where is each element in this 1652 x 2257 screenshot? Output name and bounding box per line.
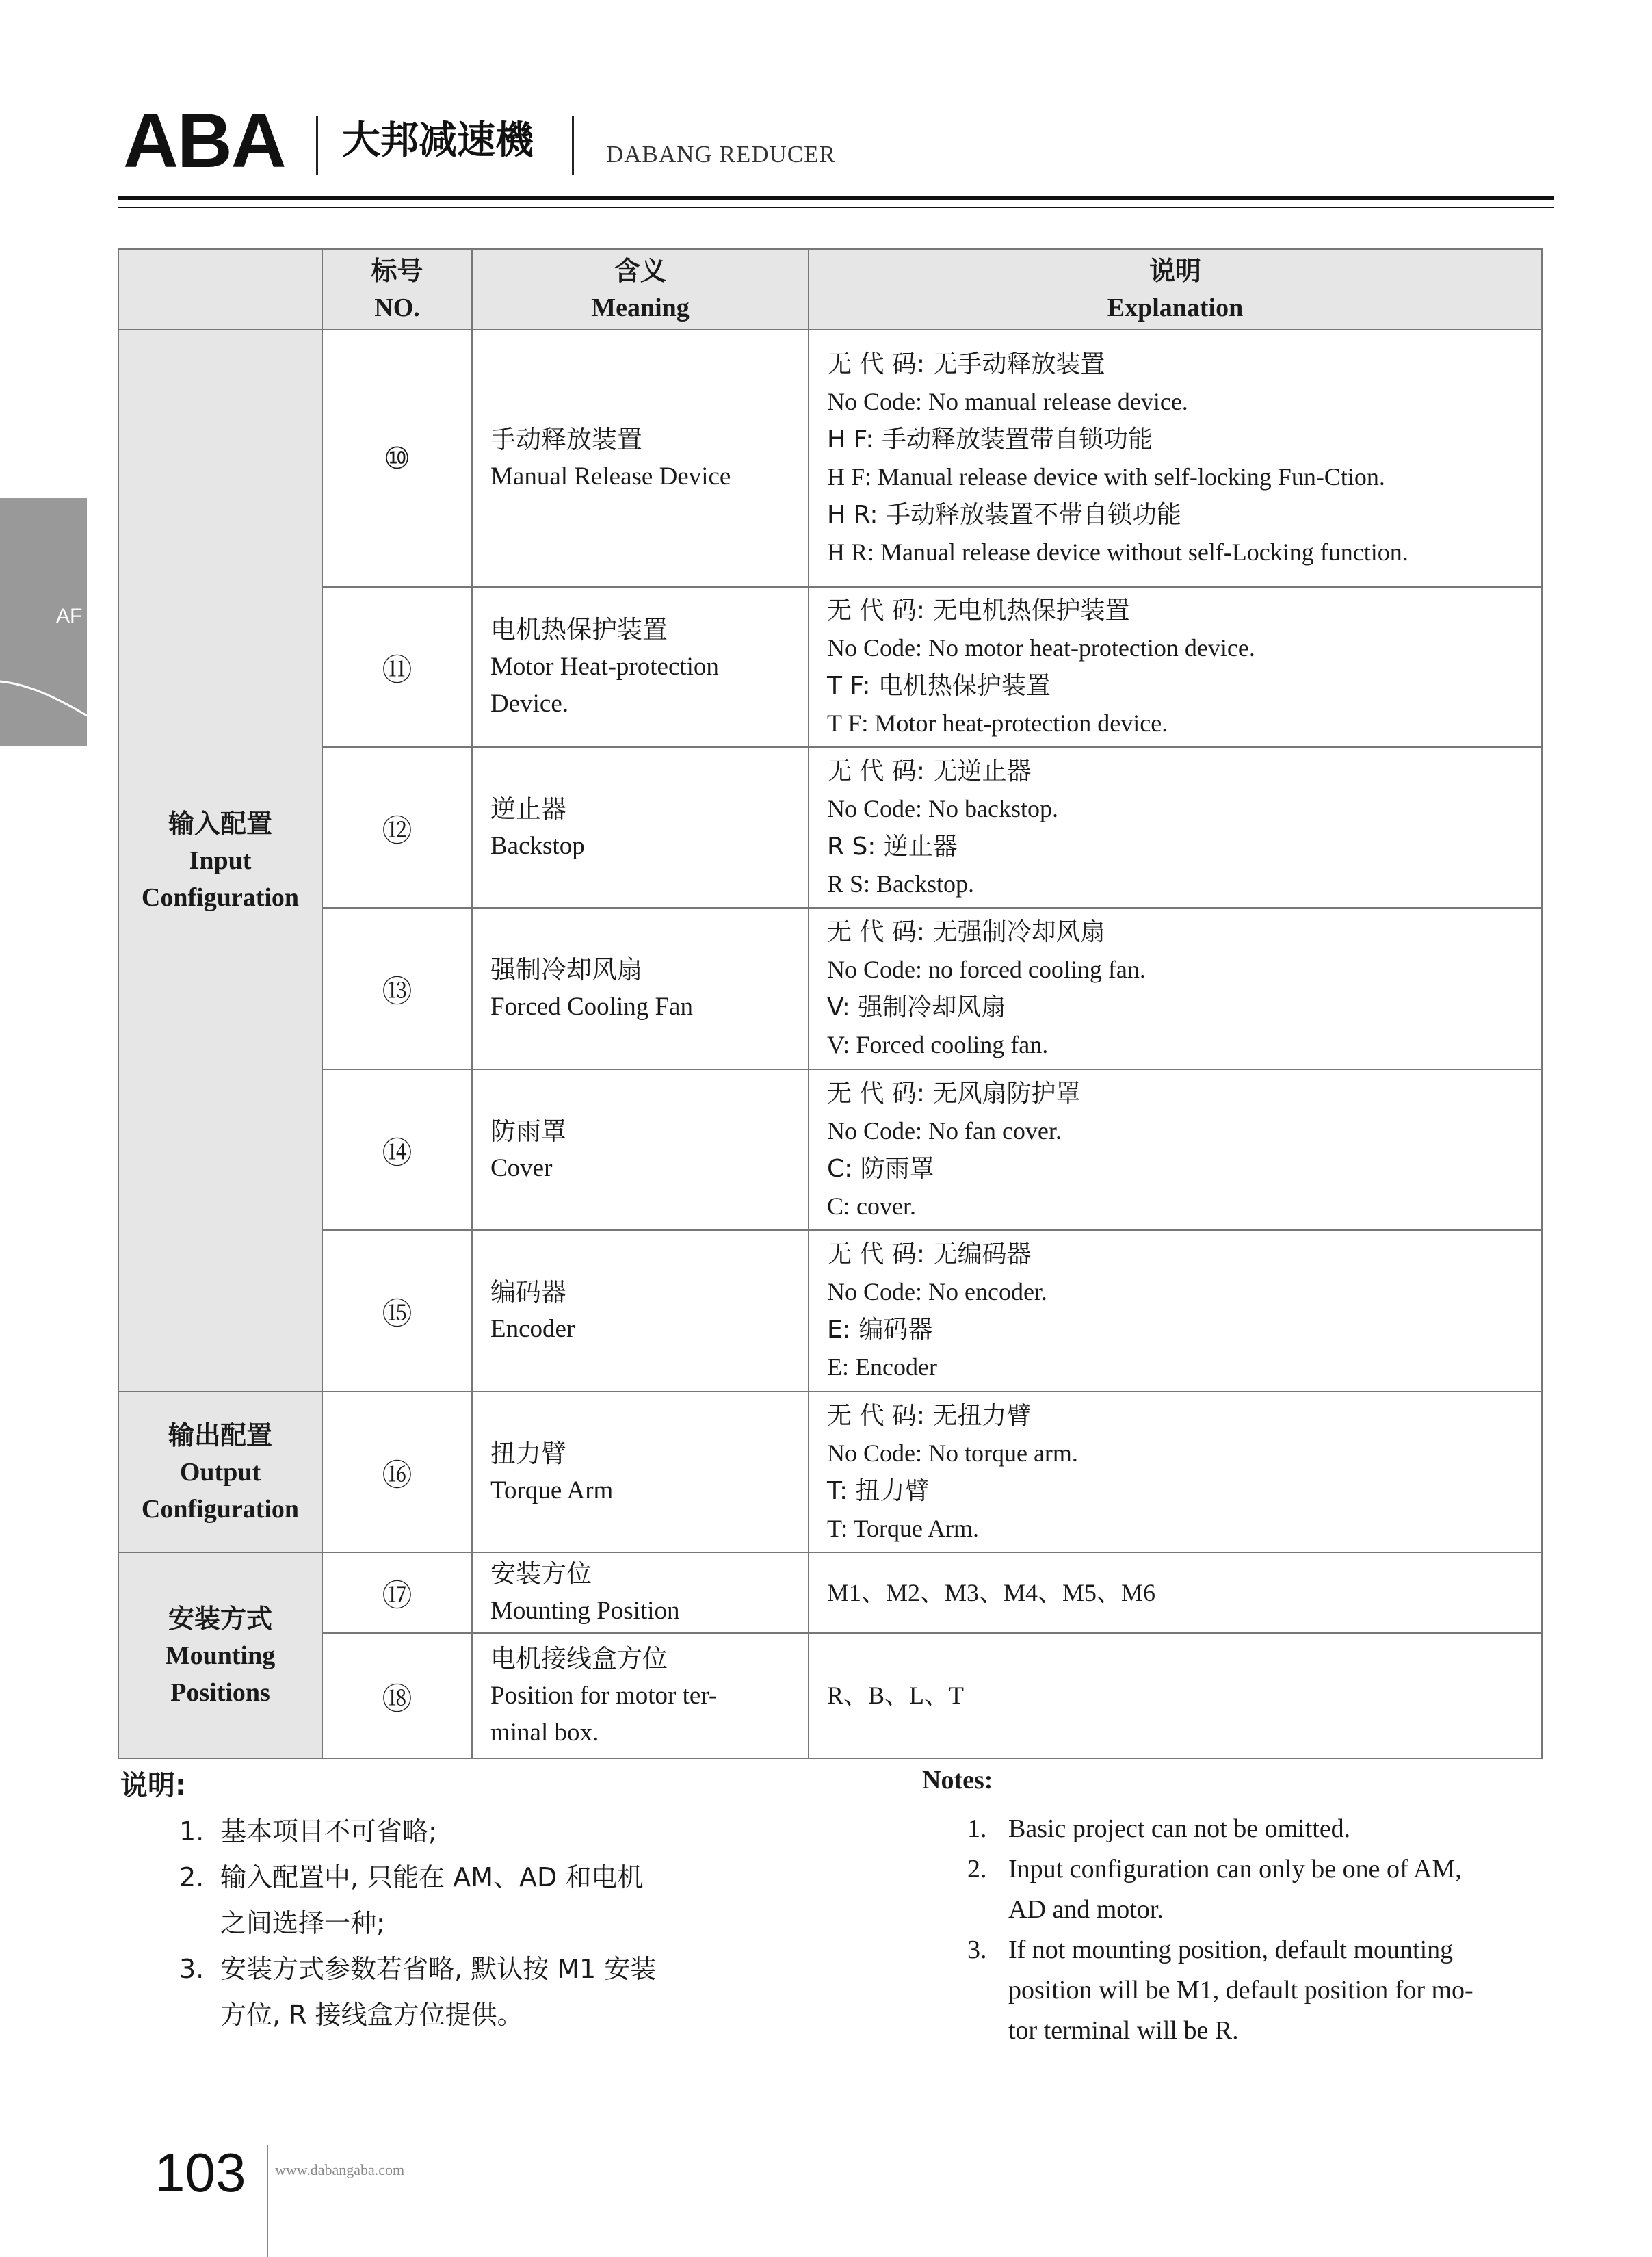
column-header-meaning: 含义 Meaning <box>472 249 809 330</box>
note-number: 3. <box>967 1935 987 1964</box>
table-row <box>118 1230 1542 1392</box>
website-url: www.dabangaba.com <box>275 2161 405 2178</box>
brand-name-en: DABANG REDUCER <box>606 141 836 168</box>
item-explanation: 无 代 码: 无扭力臂 No Code: No torque arm. T: 扭力臂 T: Torque Arm. <box>809 1392 1542 1552</box>
table-row <box>118 1069 1542 1230</box>
header-divider <box>316 116 318 175</box>
group-output-configuration: 输出配置 Output Configuration <box>118 1392 322 1552</box>
note-number: 1. <box>179 1816 205 1847</box>
item-meaning: 强制冷却风扇 Forced Cooling Fan <box>472 908 809 1069</box>
note-item: 1. 基本项目不可省略; <box>179 1809 768 1855</box>
item-number: ⑰ <box>322 1552 472 1633</box>
table-row <box>118 1392 1542 1552</box>
notes-list-cn <box>179 1809 768 2038</box>
item-explanation: 无 代 码: 无手动释放装置 No Code: No manual release device. H F: 手动释放装置带自锁功能 H F: Manual release device with self-locking Fun-Ction. H R: 手动释放装置不带自锁功能 H R: Manual release device without self-Locking function. <box>809 330 1542 587</box>
note-item: 2. 输入配置中, 只能在 AM、AD 和电机 之间选择一种; <box>179 1855 768 1946</box>
brand-logo: ABA <box>123 98 285 183</box>
item-meaning: 扭力臂 Torque Arm <box>472 1392 809 1552</box>
spec-table <box>118 248 1543 1759</box>
item-meaning: 逆止器 Backstop <box>472 747 809 908</box>
table-row <box>118 330 1542 587</box>
group-mounting-positions: 安装方式 Mounting Positions <box>118 1552 322 1758</box>
item-meaning: 手动释放装置 Manual Release Device <box>472 330 809 587</box>
group-input-configuration: 输入配置 Input Configuration <box>118 330 322 1392</box>
item-number: ⑭ <box>322 1069 472 1230</box>
item-number: ⑪ <box>322 587 472 747</box>
note-item: 3. 安装方式参数若省略, 默认按 M1 安装 方位, R 接线盒方位提供。 <box>179 1946 768 2038</box>
item-number: ⑫ <box>322 747 472 908</box>
item-explanation: M1、M2、M3、M4、M5、M6 <box>809 1552 1542 1633</box>
item-explanation: 无 代 码: 无强制冷却风扇 No Code: no forced cooling fan. V: 强制冷却风扇 V: Forced cooling fan. <box>809 908 1542 1069</box>
item-explanation: R、B、L、T <box>809 1633 1542 1758</box>
note-number: 3. <box>179 1954 205 1984</box>
column-header-no: 标号 NO. <box>322 249 472 330</box>
table-row <box>118 587 1542 747</box>
header-rule-thin <box>118 207 1554 208</box>
item-number: ⑮ <box>322 1230 472 1392</box>
item-meaning: 电机接线盒方位 Position for motor ter- minal box. <box>472 1633 809 1758</box>
header-rule <box>118 196 1554 200</box>
item-meaning: 防雨罩 Cover <box>472 1069 809 1230</box>
table-row <box>118 1552 1542 1633</box>
note-item: 1. Basic project can not be omitted. <box>967 1809 1547 1849</box>
item-meaning: 安装方位 Mounting Position <box>472 1552 809 1633</box>
item-meaning: 电机热保护装置 Motor Heat-protection Device. <box>472 587 809 747</box>
table-header-row <box>118 249 1542 330</box>
notes-list-en <box>967 1809 1547 2051</box>
item-number: ⑬ <box>322 908 472 1069</box>
brand-name-cn: 大邦减速機 <box>342 118 534 163</box>
item-explanation: 无 代 码: 无逆止器 No Code: No backstop. R S: 逆止器 R S: Backstop. <box>809 747 1542 908</box>
table-row <box>118 908 1542 1069</box>
note-number: 2. <box>179 1862 205 1892</box>
note-number: 2. <box>967 1855 987 1883</box>
footer-divider <box>267 2145 268 2257</box>
notes-title-en: Notes: <box>922 1766 993 1795</box>
item-explanation: 无 代 码: 无电机热保护装置 No Code: No motor heat-protection device. T F: 电机热保护装置 T F: Motor heat-protection device. <box>809 587 1542 747</box>
side-tab-label: AF <box>56 605 83 627</box>
note-item: 2. Input configuration can only be one of AM, AD and motor. <box>967 1849 1547 1930</box>
column-header-explanation: 说明 Explanation <box>809 249 1542 330</box>
table-row <box>118 1633 1542 1758</box>
table-row <box>118 747 1542 908</box>
header-group-cell <box>118 249 322 330</box>
header-divider <box>572 116 574 175</box>
page-number: 103 <box>155 2142 246 2203</box>
item-number: ⑯ <box>322 1392 472 1552</box>
item-number: ⑱ <box>322 1633 472 1758</box>
item-number: ⑩ <box>322 330 472 587</box>
item-explanation: 无 代 码: 无编码器 No Code: No encoder. E: 编码器 E: Encoder <box>809 1230 1542 1392</box>
note-item: 3. If not mounting position, default mounting position will be M1, default position for mo- tor terminal will be R. <box>967 1930 1547 2051</box>
notes-title-cn: 说明: <box>120 1770 186 1801</box>
note-number: 1. <box>967 1814 987 1843</box>
item-meaning: 编码器 Encoder <box>472 1230 809 1392</box>
item-explanation: 无 代 码: 无风扇防护罩 No Code: No fan cover. C: 防雨罩 C: cover. <box>809 1069 1542 1230</box>
